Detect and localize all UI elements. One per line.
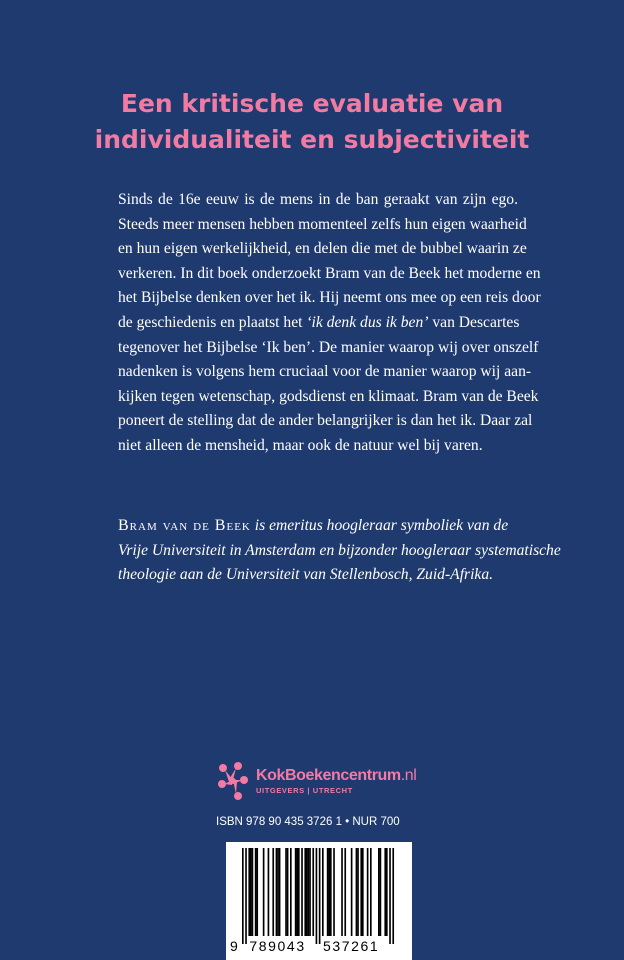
barcode-bar	[328, 848, 330, 936]
headline	[0, 86, 624, 158]
barcode-bar	[285, 848, 287, 936]
barcode-bar	[360, 848, 362, 936]
barcode-bar	[276, 848, 278, 936]
barcode-bar	[308, 848, 310, 936]
publisher-wordmark	[256, 767, 416, 795]
barcode-bar	[298, 848, 300, 936]
barcode-bar	[341, 848, 343, 936]
barcode-bar	[384, 848, 386, 936]
barcode-bar	[378, 848, 380, 936]
barcode-bar	[250, 848, 252, 936]
barcode-bar	[316, 848, 318, 944]
headline-line-2: individualiteit en subjectiviteit	[94, 125, 530, 154]
blurb-text: het Bijbelse denken over het ik. Hij neemt ons mee op een reis door	[118, 289, 541, 307]
barcode-right-digits: 537261	[323, 938, 380, 954]
barcode-bar	[277, 848, 279, 936]
barcode-bar	[312, 848, 314, 936]
blurb-text: de geschiedenis en plaatst het	[118, 313, 307, 331]
barcode-bar	[389, 848, 391, 944]
publisher-flower-icon	[216, 760, 250, 802]
barcode-bar	[362, 848, 364, 936]
blurb-line	[118, 188, 518, 213]
blurb-text: poneert de stelling dat de ander belangrijker is dan het ik. Daar zal	[118, 412, 533, 430]
barcode-bar	[367, 848, 369, 936]
bio-line-1-text: is emeritus hoogleraar symboliek van de	[250, 517, 509, 534]
blurb-line	[118, 311, 518, 336]
barcode-bar	[392, 848, 394, 944]
barcode-bar	[263, 848, 265, 936]
barcode-bar	[386, 848, 388, 936]
barcode-left-digits: 789043	[249, 938, 306, 954]
author-bio	[118, 514, 561, 588]
barcode-bar	[290, 848, 292, 936]
blurb-text: niet alleen de mensheid, maar ook de natuur wel bij varen.	[118, 436, 483, 454]
barcode-bar	[304, 848, 306, 936]
barcode-bar	[255, 848, 257, 936]
barcode-bar	[245, 848, 247, 944]
headline-line-1: Een kritische evaluatie van	[120, 89, 504, 118]
bio-line-1	[118, 514, 528, 539]
blurb-text: kijken tegen wetenschap, godsdienst en klimaat. Bram van de Beek	[118, 387, 539, 405]
blurb-line	[118, 434, 518, 459]
publisher-subtitle: UITGEVERS | UTRECHT	[256, 786, 353, 795]
author-name: Bram van de Beek	[118, 517, 251, 534]
barcode-bar	[327, 848, 329, 936]
barcode-bar	[330, 848, 332, 936]
barcode-bar	[322, 848, 324, 936]
blurb-text: Steeds meer mensen hebben momenteel zelfs hun eigen waarheid	[118, 215, 527, 233]
blurb-line	[118, 286, 541, 311]
barcode-bar	[242, 848, 244, 944]
barcode-bar	[351, 848, 353, 936]
bio-line-3: theologie aan de Universiteit van Stellenbosch, Zuid-Afrika.	[118, 566, 494, 584]
blurb-text: van Descartes	[428, 313, 520, 331]
barcode-bar	[344, 848, 346, 936]
publisher-logo	[216, 760, 416, 802]
isbn-line: ISBN 978 90 435 3726 1 • NUR 700	[216, 816, 400, 828]
blurb-text: tegenover het Bijbelse ‘Ik ben’. De manier waarop wij over onszelf	[118, 338, 539, 356]
barcode-bar	[268, 848, 270, 936]
blurb-paragraph	[118, 188, 541, 459]
barcode-bar	[287, 848, 289, 936]
blurb-line	[118, 262, 541, 287]
barcode-bar	[296, 848, 298, 936]
bio-line-2: Vrije Universiteit in Amsterdam en bijzonder hoogleraar systematische	[118, 541, 561, 559]
blurb-text: verkeren. In dit boek onderzoekt Bram van de Beek het moderne en	[118, 264, 541, 282]
blurb-line	[118, 385, 539, 410]
blurb-text: Sinds de 16e eeuw is de mens in de ban geraakt van zijn ego.	[118, 191, 518, 208]
blurb-quote: ‘ik denk dus ik ben’	[306, 313, 429, 331]
barcode-bar	[252, 848, 254, 936]
barcode-bar	[306, 848, 308, 936]
barcode-bar	[272, 848, 274, 936]
barcode-bar	[309, 848, 311, 936]
barcode-bar	[319, 848, 321, 944]
barcode-bar	[295, 848, 297, 936]
barcode-bar	[301, 848, 303, 936]
barcode-bars	[226, 842, 412, 960]
blurb-line	[118, 213, 527, 238]
barcode-bar	[279, 848, 281, 936]
barcode	[226, 842, 412, 960]
barcode-bar	[370, 848, 372, 936]
barcode-bar	[356, 848, 358, 936]
barcode-bar	[333, 848, 335, 936]
blurb-line	[118, 360, 532, 385]
blurb-line	[118, 409, 533, 434]
blurb-text: en hun eigen werkelijkheid, en delen die met de bubbel waarin ze	[118, 240, 527, 258]
blurb-line	[118, 237, 527, 262]
blurb-text: nadenken is volgens hem cruciaal voor de manier waarop wij aan-	[118, 363, 532, 381]
barcode-bar	[248, 848, 250, 936]
barcode-bar	[380, 848, 382, 936]
publisher-brand: KokBoekencentrum.nl	[256, 767, 417, 784]
blurb-line	[118, 336, 539, 361]
barcode-bar	[256, 848, 258, 936]
barcode-first-digit: 9	[230, 938, 240, 954]
barcode-bar	[357, 848, 359, 936]
